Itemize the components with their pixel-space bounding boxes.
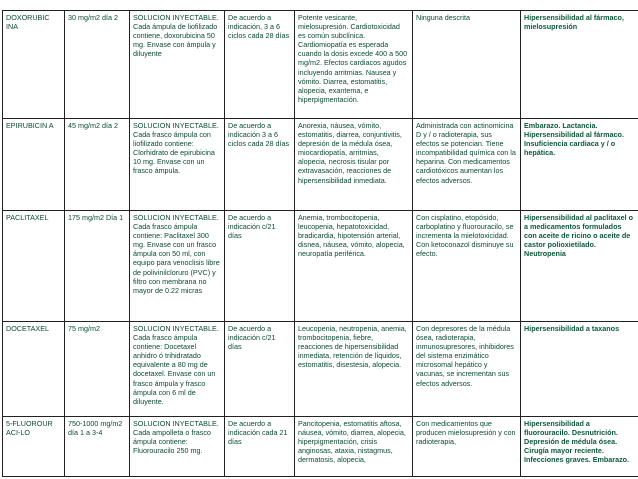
duration-cell: De acuerdo a indicación cada 21 días xyxy=(225,417,295,477)
interactions-cell: Con depresores de la médula ósea, radioterapia, inmunosupresores, inhibidores del sistema enzimático microsomal hepático y vacunas, se incrementan sus efectos adversos. xyxy=(413,322,521,417)
contraindications-cell: Hipersensibilidad a taxanos xyxy=(521,322,638,417)
adverse-effects-cell: Pancitopenia, estomatitis aftosa, náusea, vómito, diarrea, alopecia, hiperpigmentación, crisis anginosas, ataxia, nistagmus, dermatosis, alopecia, xyxy=(295,417,413,477)
interactions-cell: Administrada con actinomicina D y / o radioterapia, sus efectos se potencian. Tiene incompatibilidad química con la heparina. Con medicamentos cardiotóxicos aumentan los efectos adversos. xyxy=(413,119,521,211)
table-row xyxy=(3,417,638,477)
drug-name-cell: EPIRUBICIN A xyxy=(3,119,65,211)
table-row xyxy=(3,211,638,322)
table-row xyxy=(3,119,638,211)
drug-name-cell: 5-FLUOROUR ACI-LO xyxy=(3,417,65,477)
duration-cell: De acuerdo a indicación c/21 días xyxy=(225,322,295,417)
table-row xyxy=(3,322,638,417)
contraindications-cell: Hipersensibilidad al paclitaxel o a medicamentos formulados con aceite de ricino o aceite de castor polioxietilado. Neutropenia xyxy=(521,211,638,322)
duration-cell: De acuerdo a indicación, 3 a 6 ciclos cada 28 días xyxy=(225,11,295,119)
adverse-effects-cell: Potente vesicante, mielosupresión. Cardiotoxicidad es común subclínica. Cardiomiopatía es esperada cuando la dosis excede 400 a 500 mg/m2. Efectos cardiacos agudos incluyendo arritmias. Nausea y vómito. Diarrea, estomatitis, alopecia, exantema, e hiperpigmentación. xyxy=(295,11,413,119)
dose-cell: 175 mg/m2 Día 1 xyxy=(65,211,130,322)
presentation-cell: SOLUCION INYECTABLE. Cada frasco ámpula contiene: Docetaxel anhidro ó trihidratado equivalente a 80 mg de docetaxel. Envase con un frasco ámpula y frasco ámpula con 6 ml de diluyente. xyxy=(130,322,225,417)
presentation-cell: SOLUCION INYECTABLE. Cada frasco ámpula contiene: Paclitaxel 300 mg. Envase con un frasco ámpula con 50 ml, con equipo para venoclisis libre de polivinilcloruro (PVC) y filtro con membrana no mayor de 0.22 micras xyxy=(130,211,225,322)
drug-table xyxy=(2,10,638,477)
duration-cell: De acuerdo a indicación 3 a 6 ciclos cada 28 días xyxy=(225,119,295,211)
interactions-cell: Con cisplatino, etopósido, carboplatino y fluorouracilo, se incrementa la mielotoxicidad. Con ketoconazol disminuye su efecto. xyxy=(413,211,521,322)
dose-cell: 30 mg/m2 día 2 xyxy=(65,11,130,119)
presentation-cell: SOLUCION INYECTABLE. Cada frasco ámpula con liofilizado contiene: Clorhidrato de epirubicina 10 mg. Envase con un frasco ámpula. xyxy=(130,119,225,211)
adverse-effects-cell: Anorexia, náusea, vómito, estomatitis, diarrea, conjuntivitis, depresión de la médula ósea, miocardiopatía, arritmias, alopecia, necrosis tisular por extravasación, reacciones de hipersensibilidad inmediata. xyxy=(295,119,413,211)
contraindications-cell: Hipersensibilidad al fármaco, mielosupresión xyxy=(521,11,638,119)
contraindications-cell: Hipersensibilidad a fluorouracilo. Desnutrición. Depresión de médula ósea. Cirugía mayor reciente. Infecciones graves. Embarazo. xyxy=(521,417,638,477)
interactions-cell: Con medicamentos que producen mielosupresión y con radioterapia, xyxy=(413,417,521,477)
drug-name-cell: PACLITAXEL xyxy=(3,211,65,322)
dose-cell: 45 mg/m2 día 2 xyxy=(65,119,130,211)
adverse-effects-cell: Anemia, trombocitopenia, leucopenia, hepatotoxicidad, bradicardia, hipotensión arterial, disnea, náusea, vómito, alopecia, neuropatía periférica. xyxy=(295,211,413,322)
adverse-effects-cell: Leucopenia, neutropenia, anemia, trombocitopenia, fiebre, reacciones de hipersensibilidad inmediata, retención de líquidos, estomatitis, disestesia, alopecia. xyxy=(295,322,413,417)
table-row xyxy=(3,11,638,119)
drug-name-cell: DOCETAXEL xyxy=(3,322,65,417)
duration-cell: De acuerdo a indicación c/21 días xyxy=(225,211,295,322)
contraindications-cell: Embarazo. Lactancia. Hipersensibilidad al fármaco. Insuficiencia cardiaca y / o hepática. xyxy=(521,119,638,211)
dose-cell: 75 mg/m2 xyxy=(65,322,130,417)
dose-cell: 750-1000 mg/m2 día 1 a 3-4 xyxy=(65,417,130,477)
presentation-cell: SOLUCION INYECTABLE. Cada ampolleta o frasco ámpula contiene: Fluorouracilo 250 mg. xyxy=(130,417,225,477)
drug-name-cell: DOXORUBIC INA xyxy=(3,11,65,119)
presentation-cell: SOLUCION INYECTABLE. Cada ámpula de liofilizado contiene, doxorubicina 50 mg. Envase con ámpula y diluyente xyxy=(130,11,225,119)
interactions-cell: Ninguna descrita xyxy=(413,11,521,119)
